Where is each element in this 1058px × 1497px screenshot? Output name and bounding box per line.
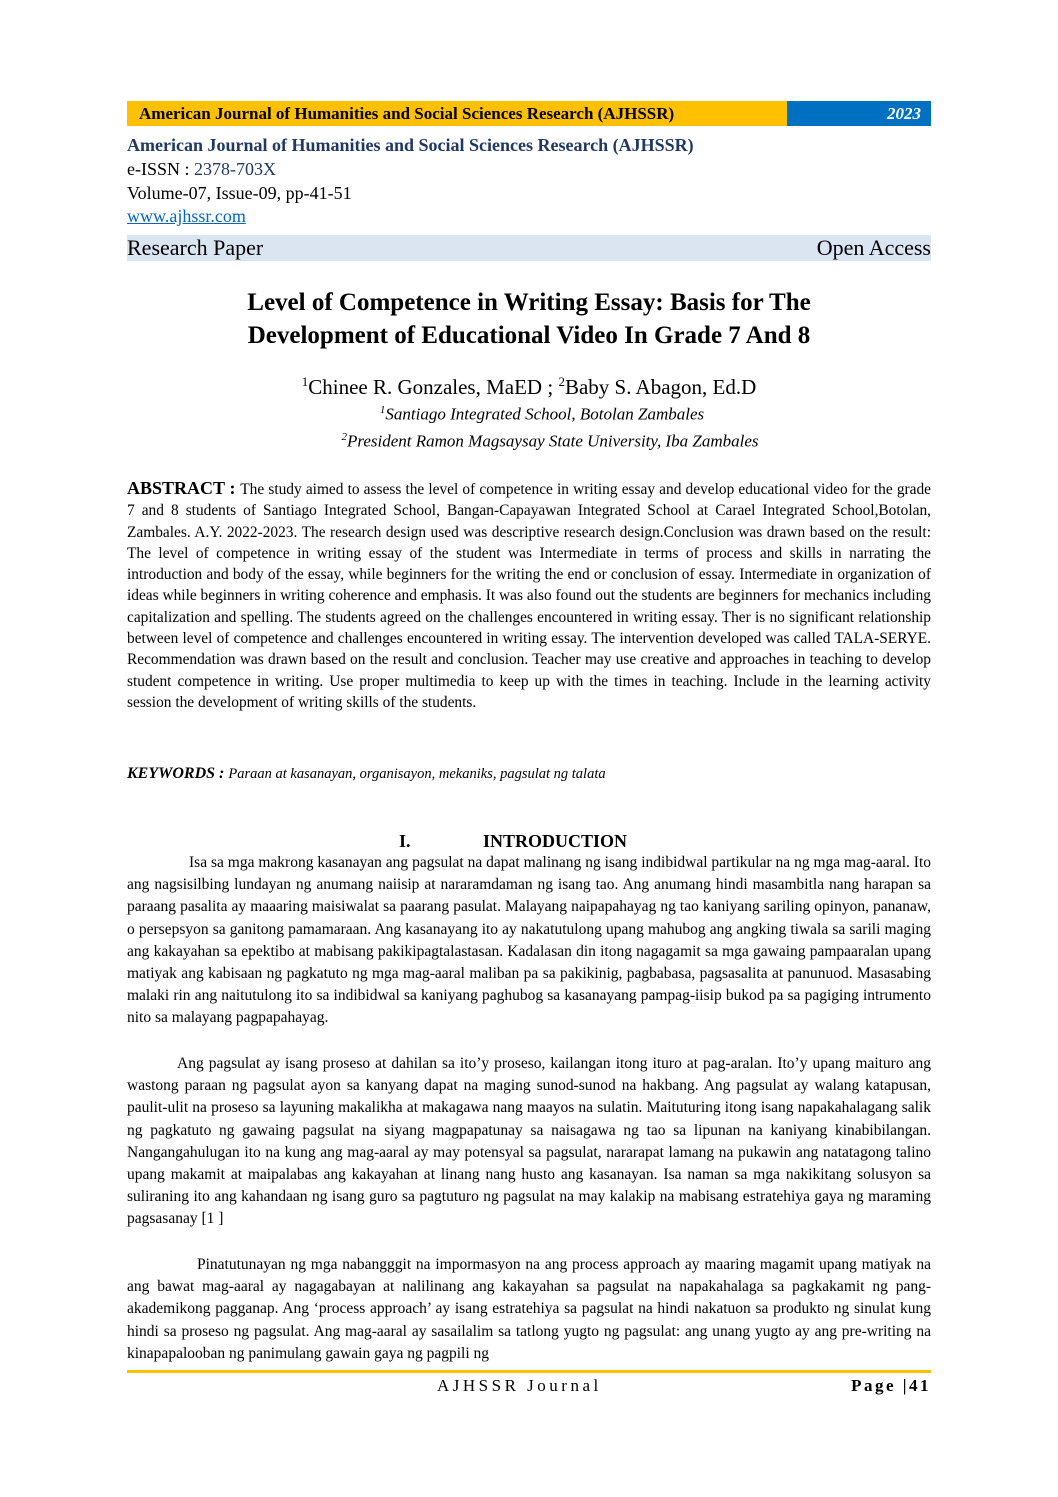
affiliation-1 (140, 399, 944, 426)
journal-name: American Journal of Humanities and Social Sciences Research (AJHSSR) (127, 135, 694, 155)
section-title: INTRODUCTION (483, 831, 628, 851)
page-number: Page |41 (851, 1376, 931, 1395)
keywords-label: KEYWORDS : (127, 765, 229, 782)
author-2: Baby S. Abagon, Ed.D (564, 375, 757, 399)
paper-type: Research Paper (127, 235, 264, 260)
abstract (127, 478, 931, 713)
issn-value: 2378-703X (194, 159, 276, 179)
keywords-text: Paraan at kasanayan, organisayon, mekaniks, pagsulat ng talata (228, 766, 606, 782)
authors (127, 368, 931, 401)
paragraph-3: Pinatutunayan ng mga nabangggit na impormasyon na ang process approach ay maaring magamit upang matiyak na ang bawat mag-aaral ay nagagabayan at nalilinang ang kakayahan sa pagsulat na napakahalaga sa pagkakamit ng pang-akademikong pagganap. Ang ‘process approach’ ay isang estratehiya sa pagsulat na hindi nakatuon sa produkto ng sinulat kung hindi sa proseso ng pagsulat. Ang mag-aaral ay sasailalim sa tatlong yugto ng pagsulat: ang unang yugto ay ang pre-writing na kinapapalooban ng panimulang gawain gaya ng pagpili ng (127, 1256, 931, 1362)
paragraph-1: Isa sa mga makrong kasanayan ang pagsulat na dapat malinang ng isang indibidwal partikular na ng mga mag-aaral. Ito ang nagsisilbing lundayan ng anumang naiisip at nararamdaman ng isang tao. Ang anumang hindi masambitla nang harapan sa paraang pasalita ay maaaring maisiwalat sa paarang pasulat. Malayang naipapahayag ng tao kaniyang sariling opinyon, pananaw, o persepsyon sa ganitong pamamaraan. Ang kasanayang ito ay nakatutulong upang mahubog ang angking tiwala sa sarili maging ang kakayahan sa epektibo at mabisang pakikipagtalastasan. Kadalasan din itong nagagamit sa mga gawaing pampaaralan upang matiyak ang kabisaan ng pagkatuto ng mga mag-aaral maliban pa sa pakikinig, pagbabasa, pagsasalita at panunuod. Masasabing malaki rin ang naitutulong ito sa indibidwal sa kaniyang paghubog sa kasanayang pampag-iisip bukod pa sa pagiging intrumento nito sa malayang pagpapahayag. (127, 854, 931, 1027)
volume-info: Volume-07, Issue-09, pp-41-51 (127, 183, 352, 203)
author-1: Chinee R. Gonzales, MaED ; (308, 375, 559, 399)
affiliation-2-sup: 2 (341, 431, 347, 443)
title-line-1: Level of Competence in Writing Essay: Basis for The (247, 289, 811, 316)
paper-type-bar (127, 235, 931, 261)
footer-divider (127, 1370, 931, 1373)
issn-label: e-ISSN : (127, 159, 194, 179)
paragraph-2: Ang pagsulat ay isang proseso at dahilan sa ito’y proseso, kailangan itong ituro at pag-aralan. Ito’y upang maituro ang wastong paraan ng pagsulat ayon sa kanyang dapat na maging sunod-sunod na hakbang. Ang pagsulat ay walang katapusan, paulit-ulit na proseso sa layuning makalikha at makagawa nang maayos na sulatin. Maituturing itong isang napakahalagang salik ng pagkatuto ng gawaing pagsulat na siyang magpapatunay sa naisagawa ng tao sa lipunan na kaniyang kinabibilangan. Nangangahulugan ito na kung ang mag-aaral ay may potensyal sa pagsulat, nararapat lamang na pukawin ang natatagong talino upang makamit at maipalabas ang kakayahan at linang nang husto ang kasanayan. Isa naman sa mga nakikitang solusyon sa suliraning ito ang kahandaan ng isang guro sa pagtuturo ng pagsulat na may kalakip na mabisang estratehiya gaya ng maraming pagsasanay [1 ] (127, 1055, 931, 1228)
abstract-text: The study aimed to assess the level of competence in writing essay and develop educational video for the grade 7 and 8 students of Santiago Integrated School, Bangan-Capayawan Integrated School at Carael Integrated School,Botolan, Zambales. A.Y. 2022-2023. The research design used was descriptive research design.Conclusion was drawn based on the result: The level of competence in writing essay of the student was Intermediate in terms of process and skills in narrating the introduction and body of the essay, while beginners for the writing the end or conclusion of essay. Intermediate in organization of ideas while beginners in writing coherence and emphasis. It was also found out the students are beginners for mechanics including capitalization and spelling. The students agreed on the challenges encountered in writing essay. Ther is no significant relationship between level of competence and challenges encountered in writing essay. The intervention developed was called TALA-SERYE. Recommendation was drawn based on the result and conclusion. Teacher may use creative and approaches in teaching to develop student competence in writing. Use proper multimedia to keep up with the times in teaching. Include in the learning activity session the development of writing skills of the students. (127, 481, 931, 711)
affiliation-2 (148, 426, 952, 453)
footer-journal: AJHSSR Journal (437, 1376, 602, 1395)
paper-title (127, 286, 931, 352)
journal-banner: American Journal of Humanities and Social Sciences Research (AJHSSR) (127, 101, 787, 126)
title-line-2: Development of Educational Video In Grade 7 And 8 (247, 322, 811, 349)
author-2-sup: 2 (558, 374, 565, 389)
issn-line (127, 157, 931, 181)
abstract-label: ABSTRACT : (127, 478, 241, 498)
journal-header-band (127, 101, 931, 126)
author-1-sup: 1 (301, 374, 309, 389)
access-type: Open Access (816, 235, 931, 260)
affiliation-2-text: President Ramon Magsaysay State University, Iba Zambales (346, 431, 759, 451)
journal-meta (127, 133, 931, 227)
website-link[interactable]: www.ajhssr.com (127, 206, 246, 226)
section-number: I. (399, 831, 411, 851)
affiliation-1-sup: 1 (379, 404, 386, 416)
year-banner: 2023 (787, 101, 931, 126)
keywords (127, 765, 931, 783)
affiliation-1-text: Santiago Integrated School, Botolan Zambales (385, 404, 705, 424)
